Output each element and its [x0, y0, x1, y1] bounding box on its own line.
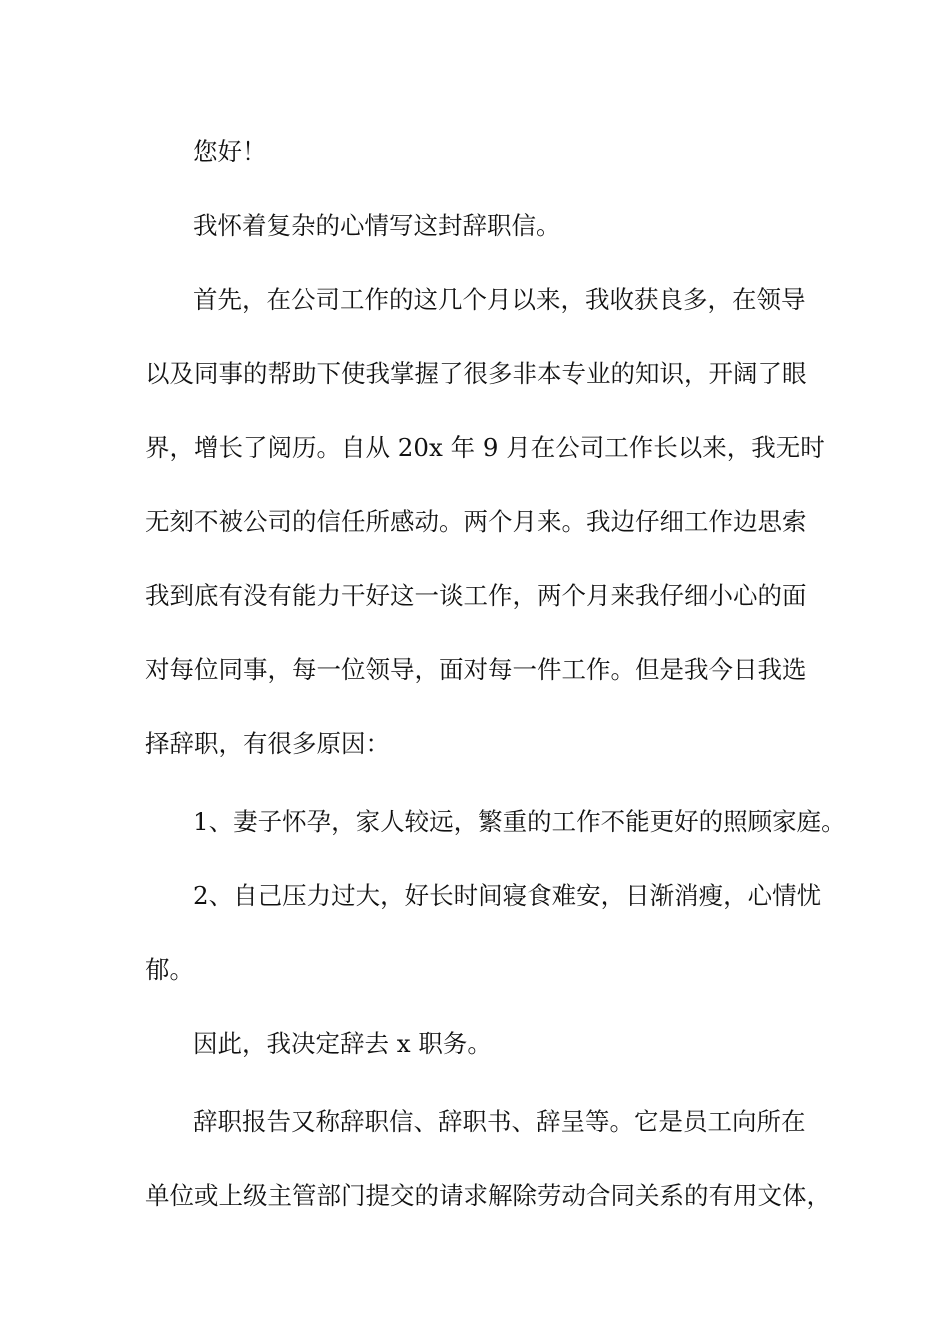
definition-line: 辞职报告又称辞职信、辞职书、辞呈等。它是员工向所在 [193, 1107, 806, 1136]
reason-item-2: 2、自己压力过大，好长时间寝食难安，日渐消瘦，心情忧 [193, 881, 822, 910]
reason-item-1: 1、妻子怀孕，家人较远，繁重的工作不能更好的照顾家庭。 [193, 807, 846, 836]
paragraph-line: 首先，在公司工作的这几个月以来，我收获良多，在领导 [193, 285, 806, 314]
paragraph-line: 无刻不被公司的信任所感动。两个月来。我边仔细工作边思索 [145, 507, 807, 536]
paragraph-line: 界，增长了阅历。自从 20x 年 9 月在公司工作长以来，我无时 [145, 433, 825, 462]
paragraph-line: 择辞职，有很多原因： [145, 729, 390, 758]
paragraph-line: 对每位同事，每一位领导，面对每一件工作。但是我今日我选 [145, 655, 807, 684]
opening-line: 我怀着复杂的心情写这封辞职信。 [193, 211, 561, 240]
greeting-line: 您好！ [193, 137, 267, 166]
reason-item-2-continued: 郁。 [145, 955, 194, 984]
paragraph-line: 我到底有没有能力干好这一谈工作，两个月来我仔细小心的面 [145, 581, 807, 610]
decision-line: 因此，我决定辞去 x 职务。 [193, 1029, 492, 1058]
definition-line: 单位或上级主管部门提交的请求解除劳动合同关系的有用文体， [145, 1181, 831, 1210]
paragraph-line: 以及同事的帮助下使我掌握了很多非本专业的知识，开阔了眼 [145, 359, 807, 388]
